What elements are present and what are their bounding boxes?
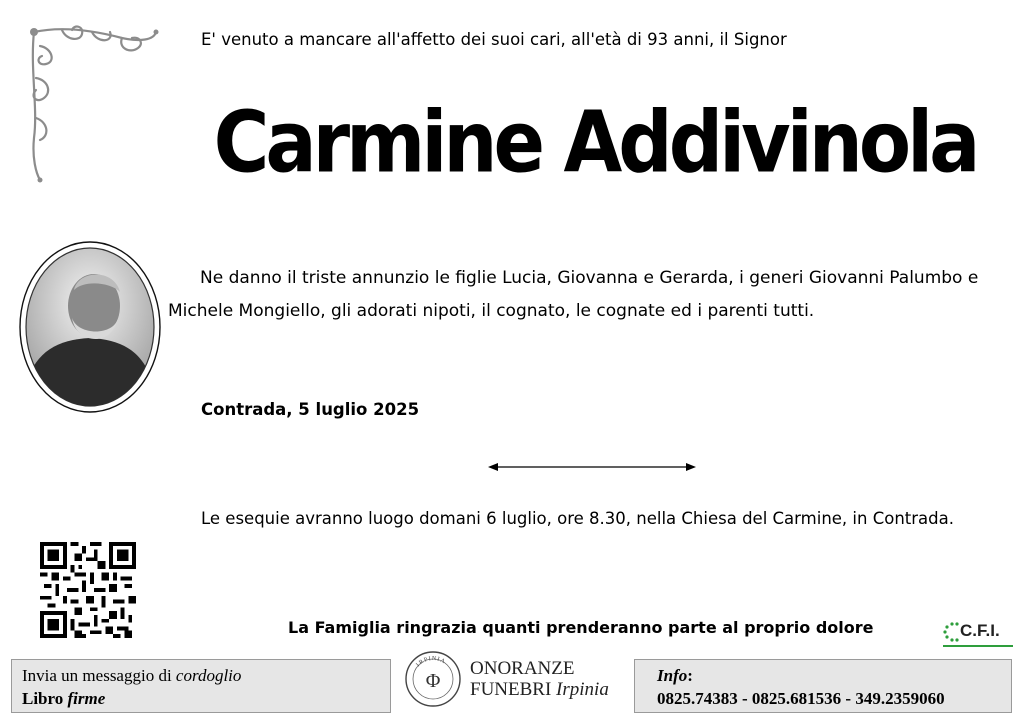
place-date: Contrada, 5 luglio 2025 [201, 400, 420, 419]
portrait-photo [18, 240, 162, 414]
funeral-home-seal-icon [404, 650, 462, 708]
info-label-line: Info: [657, 666, 693, 685]
deceased-name: Carmine Addivinola [213, 92, 977, 192]
double-arrow-divider-icon [488, 460, 696, 474]
thanks-text: La Famiglia ringrazia quanti prenderanno parte al proprio dolore [288, 618, 874, 637]
send-condolence-link[interactable]: Invia un messaggio di cordoglio [22, 666, 242, 685]
info-box [634, 659, 1012, 713]
guestbook-link[interactable]: Libro firme [22, 689, 106, 708]
funeral-info: Le esequie avranno luogo domani 6 luglio, ore 8.30, nella Chiesa del Carmine, in Contrada. [201, 509, 954, 528]
intro-text: E' venuto a mancare all'affetto dei suoi cari, all'età di 93 anni, il Signor [201, 30, 787, 49]
announcement-text: Ne danno il triste annunzio le figlie Lucia, Giovanna e Gerarda, i generi Giovanni Palumbo e Michele Mongiello, gli adorati nipoti, il cognato, le cognate ed i parenti tutti. [168, 268, 979, 321]
condolence-box[interactable] [11, 659, 391, 713]
funeral-home-name: ONORANZE FUNEBRI Irpinia [470, 658, 609, 700]
phone-numbers[interactable]: 0825.74383 - 0825.681536 - 349.2359060 [657, 689, 945, 708]
cfi-logo [940, 620, 1016, 650]
seal-text: IRPINIA [415, 655, 447, 669]
qr-code[interactable] [40, 542, 136, 638]
svg-text:Φ: Φ [425, 670, 441, 692]
cfi-logo-text: C.F.I. [960, 621, 1000, 640]
